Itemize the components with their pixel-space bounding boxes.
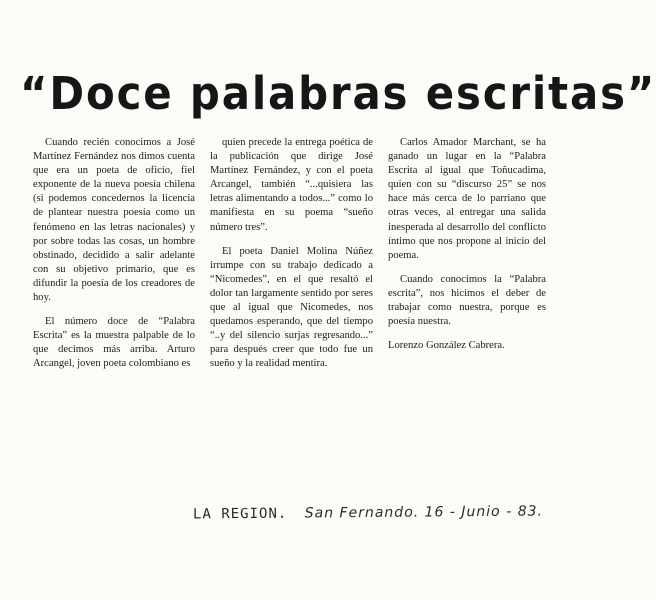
article-column-3 xyxy=(388,136,546,363)
column-2-paragraph-1: quien precede la entrega poética de la publicación que dirige José Martínez Fernández, y con el poeta Arcangel, también “...quisiera las letras alimentando a todos...” como lo manifiesta en su poema “sueño número tres”. xyxy=(210,137,373,233)
newspaper-name: LA REGION. xyxy=(192,505,288,523)
article-column-1 xyxy=(33,136,195,382)
column-2-paragraph-2: El poeta Daniel Molina Núñez irrumpe con su trabajo dedicado a “Nicomedes”, en el que resaltó el dolor tan largamente sentido por seres que al igual que Nicomedes, nos quedamos esperando, que del tiempo “..y del silencio surjas regresando...” para después creer que todo fue un sueño y la realidad mentira. xyxy=(210,245,373,370)
column-1-paragraph-2: El número doce de “Palabra Escrita” es la muestra palpable de lo que decimos más arriba. Arturo Arcangel, joven poeta colombiano es xyxy=(33,316,195,370)
author-signature: Lorenzo González Cabrera. xyxy=(388,340,505,352)
handwritten-date: San Fernando. 16 - Junio - 83. xyxy=(304,503,544,522)
article-headline: “Doce palabras escritas” xyxy=(20,67,656,120)
column-1-paragraph-1: Cuando recién conocimos a José Martínez Fernández nos dimos cuenta que era un poeta de oficio, fiel exponente de la nueva poesía chilena (si podemos concedernos la licencia de plantear nuestra poesía como un fenómeno en las letras nacionales) y por sobre todas las cosas, un hombre obstinado, decidido a salir adelante con su objetivo primario, que es difundir la poesía de los creadores de hoy. xyxy=(33,137,195,304)
source-annotation xyxy=(192,503,544,523)
column-3-paragraph-1: Carlos Amador Marchant, se ha ganado un lugar en la “Palabra Escrita al igual que Toñucadima, quien con su “discurso 25” se nos hace más cerca de lo parriano que otras veces, al entregar una salida inesperada al desarrollo del conflicto íntimo que nos propone al inicio del poema. xyxy=(388,137,546,261)
article-column-2 xyxy=(210,136,373,382)
column-3-paragraph-2: Cuando conocimos la “Palabra escrita”, nos hicimos el deber de trabajar como nuestra, porque es poesía nuestra. xyxy=(388,273,546,328)
